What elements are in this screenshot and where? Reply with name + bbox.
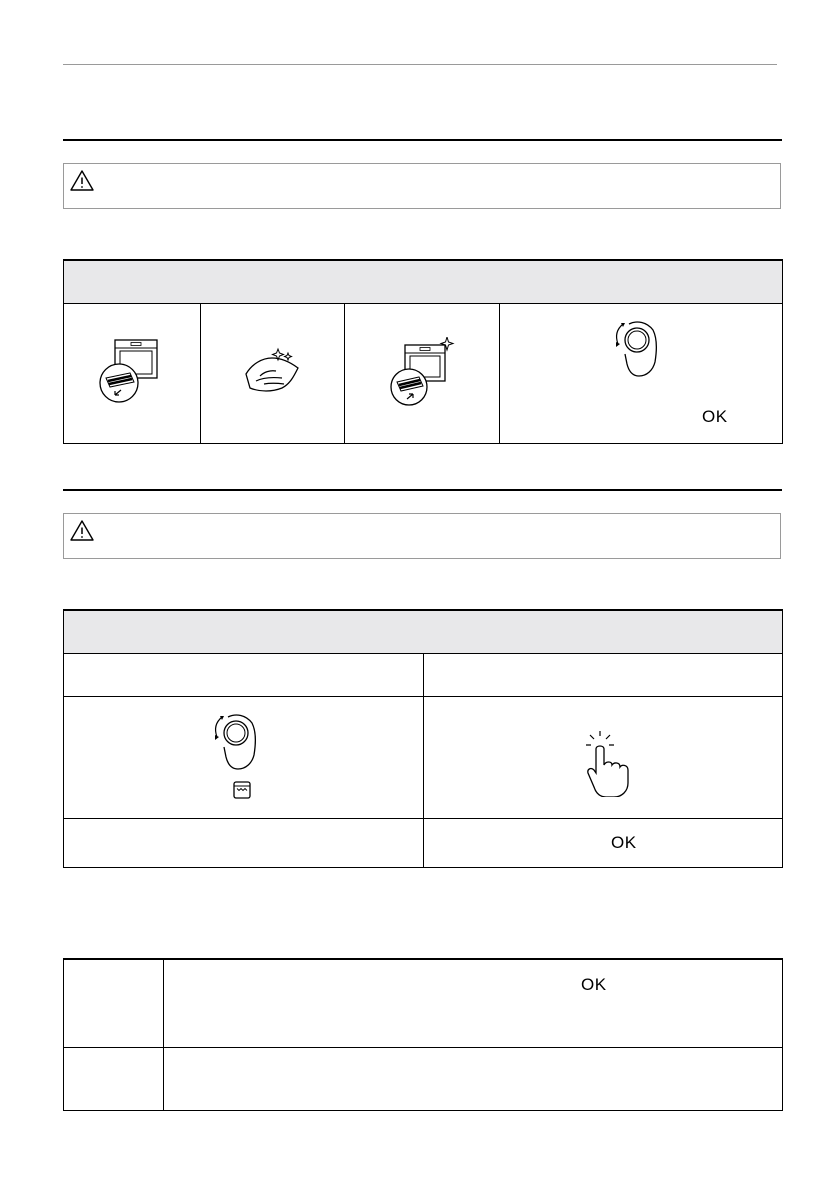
warning-icon bbox=[69, 169, 95, 198]
ok-label: OK bbox=[581, 975, 607, 994]
steps-table bbox=[63, 259, 783, 444]
finger-press-icon bbox=[578, 727, 638, 797]
clean-cell bbox=[201, 303, 345, 443]
table-header bbox=[64, 610, 783, 653]
knob-cell bbox=[64, 696, 424, 818]
warning-box bbox=[63, 513, 781, 559]
table-cell bbox=[64, 653, 424, 696]
table-cell bbox=[64, 818, 424, 867]
ok-label: OK bbox=[702, 406, 728, 426]
oven-shelf-remove-icon bbox=[97, 337, 167, 407]
table-cell bbox=[164, 1047, 783, 1110]
knob-cell bbox=[500, 303, 783, 443]
warning-box bbox=[63, 163, 781, 209]
function-table bbox=[63, 609, 783, 868]
table-header bbox=[64, 260, 783, 303]
remove-shelf-cell bbox=[64, 303, 201, 443]
oven-function-icon bbox=[233, 781, 251, 799]
table-cell bbox=[64, 959, 164, 1047]
section-divider bbox=[63, 489, 782, 491]
knob-turn-icon bbox=[204, 707, 274, 777]
warning-icon bbox=[69, 519, 95, 548]
oven-shelf-insert-icon bbox=[387, 337, 457, 407]
table-cell bbox=[164, 959, 783, 1047]
table-cell bbox=[64, 1047, 164, 1110]
table-cell bbox=[424, 653, 783, 696]
insert-shelf-cell bbox=[345, 303, 500, 443]
section-divider bbox=[63, 139, 782, 141]
cloth-clean-icon bbox=[238, 344, 308, 399]
bottom-table bbox=[63, 958, 783, 1111]
ok-label: OK bbox=[611, 832, 637, 852]
top-rule bbox=[63, 64, 777, 65]
press-cell bbox=[424, 696, 783, 818]
knob-turn-icon bbox=[605, 314, 675, 384]
ok-cell bbox=[424, 818, 783, 867]
